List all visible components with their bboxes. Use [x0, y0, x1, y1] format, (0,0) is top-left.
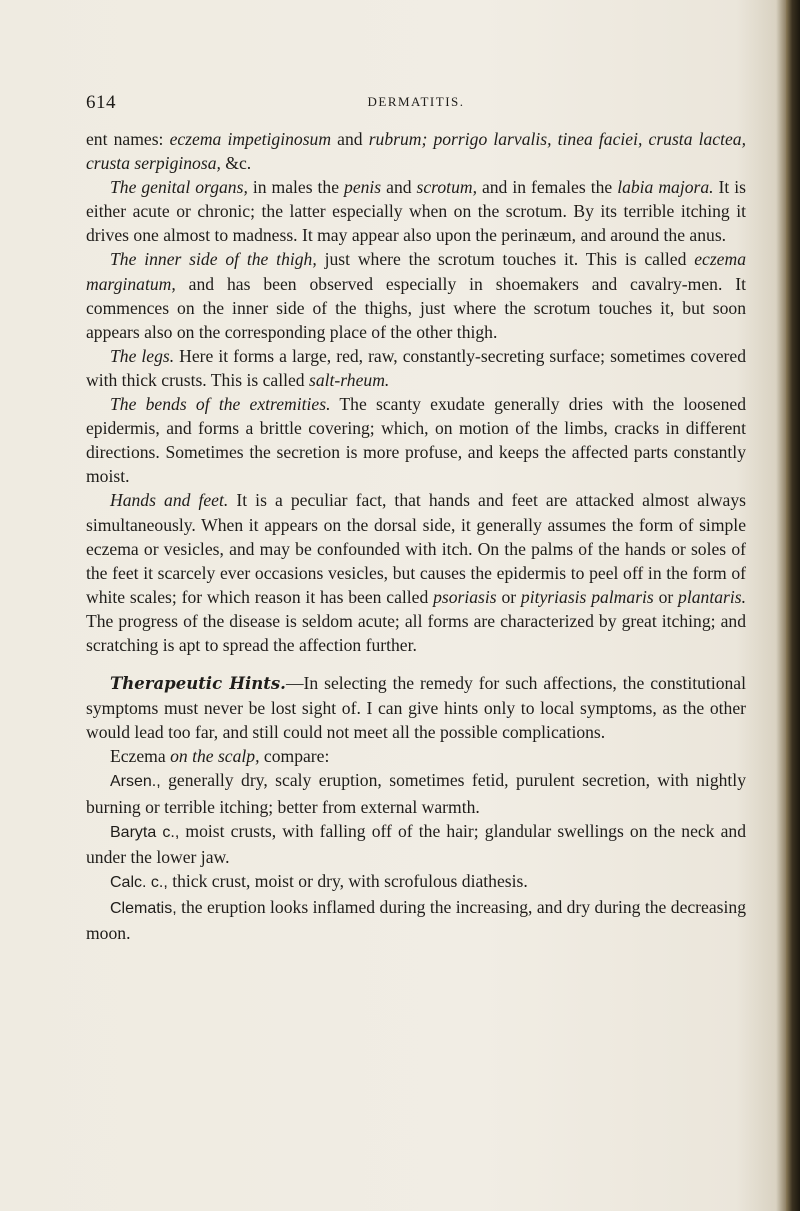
remedy-entry	[86, 895, 746, 945]
text-run: Here it forms a large, red, raw, constantly-secreting surface; sometimes covered with thick crusts. This is called	[86, 345, 747, 390]
text-run: It is either acute or chronic; the latter especially when on the scrotum. By its terrible itching it drives one almost to madness. It may appear also upon the perinæum, and around the anus.	[86, 177, 747, 246]
text-run: compare:	[259, 746, 330, 767]
text-run: in males the	[247, 177, 345, 198]
italic-run: The bends of the extremities.	[110, 394, 331, 415]
italic-run: Hands and feet.	[110, 490, 229, 511]
text-run: generally dry, scaly eruption, sometimes fetid, purulent secretion, with nightly burning or terrible itching; better from external warmth.	[86, 770, 746, 817]
italic-run: on the scalp,	[170, 746, 260, 767]
body-text	[86, 127, 746, 945]
text-run: and has been observed especially in shoemakers and cavalry-men. It commences on the inner side of the thighs, just where the scrotum touches it, but soon appears also on the corresponding place of the other thigh.	[86, 273, 746, 342]
remedy-name: Calc. c.,	[110, 873, 168, 891]
text-run: —In selecting the remedy for such affections, the constitutional symptoms must never be lost sight of. I can give hints only to local symptoms, as the other would lead too far, and still could not meet all the possible complications.	[86, 673, 746, 743]
italic-run: penis	[344, 177, 382, 198]
page-edge-shadow	[786, 0, 800, 1211]
paragraph	[86, 488, 746, 657]
italic-run: pityriasis palmaris	[520, 586, 654, 607]
paragraph-therapeutic-hints	[86, 671, 746, 744]
paragraph	[86, 392, 746, 488]
text-run: The progress of the disease is seldom acute; all forms are characterized by great itching; and scratching is apt to spread the affection further.	[86, 610, 746, 655]
text-run: thick crust, moist or dry, with scrofulous diathesis.	[167, 870, 528, 891]
text-run: and in females the	[476, 177, 618, 198]
text-run: moist crusts, with falling off of the hair; glandular swellings on the neck and under the lower jaw.	[86, 820, 747, 867]
running-title: DERMATITIS.	[367, 94, 465, 109]
section-heading: Therapeutic Hints.	[110, 674, 286, 694]
italic-run: labia majora.	[617, 177, 714, 198]
text-run: the eruption looks inflamed during the increasing, and dry during the decreasing moon.	[86, 896, 746, 943]
italic-run: scrotum,	[416, 177, 477, 198]
paragraph	[86, 175, 746, 247]
text-run: or	[496, 586, 521, 607]
page-header	[86, 92, 746, 116]
text-run: The scanty exudate generally dries with the loosened epidermis, and forms a brittle covering; which, on motion of the limbs, cracks in different directions. Sometimes the secretion is more profuse, and keeps the affected parts constantly moist.	[86, 394, 746, 487]
italic-run: The legs.	[110, 345, 175, 366]
italic-run: eczema marginatum,	[86, 249, 746, 294]
text-run: or	[653, 586, 679, 607]
text-run: &c.	[220, 153, 252, 174]
paragraph	[86, 127, 746, 175]
text-run: and	[331, 129, 369, 149]
remedy-entry	[86, 768, 746, 818]
paragraph	[86, 744, 746, 768]
page-number: 614	[86, 92, 116, 113]
italic-run: salt-rheum.	[309, 369, 390, 390]
italic-run: plantaris.	[678, 586, 746, 607]
italic-run: psoriasis	[433, 586, 497, 607]
remedy-entry	[86, 869, 746, 895]
remedy-entry	[86, 819, 746, 869]
text-run: and	[381, 177, 417, 198]
text-run: It is a peculiar fact, that hands and feet are attacked almost always simultaneously. When it appears on the dorsal side, it generally assumes the form of simple eczema or vesicles, and may be confounded with itch. On the palms of the hands or soles of the feet it scarcely ever occasions vesicles, but causes the epidermis to peel off in the form of white scales; for which reason it has been called	[86, 490, 746, 607]
italic-run: rubrum; porrigo larvalis, tinea faciei, crusta lactea, crusta serpiginosa,	[86, 129, 746, 174]
remedy-name: Clematis,	[110, 899, 177, 917]
remedy-name: Arsen.,	[110, 773, 161, 791]
italic-run: The inner side of the thigh,	[110, 249, 317, 270]
italic-run: The genital organs,	[110, 177, 248, 198]
remedy-name: Baryta c.,	[110, 823, 180, 841]
paragraph	[86, 247, 746, 343]
paragraph	[86, 344, 746, 392]
text-run: Eczema	[110, 746, 171, 767]
text-run: just where the scrotum touches it. This is called	[316, 249, 695, 270]
text-run: ent names:	[86, 129, 170, 149]
italic-run: eczema impetiginosum	[169, 129, 332, 149]
